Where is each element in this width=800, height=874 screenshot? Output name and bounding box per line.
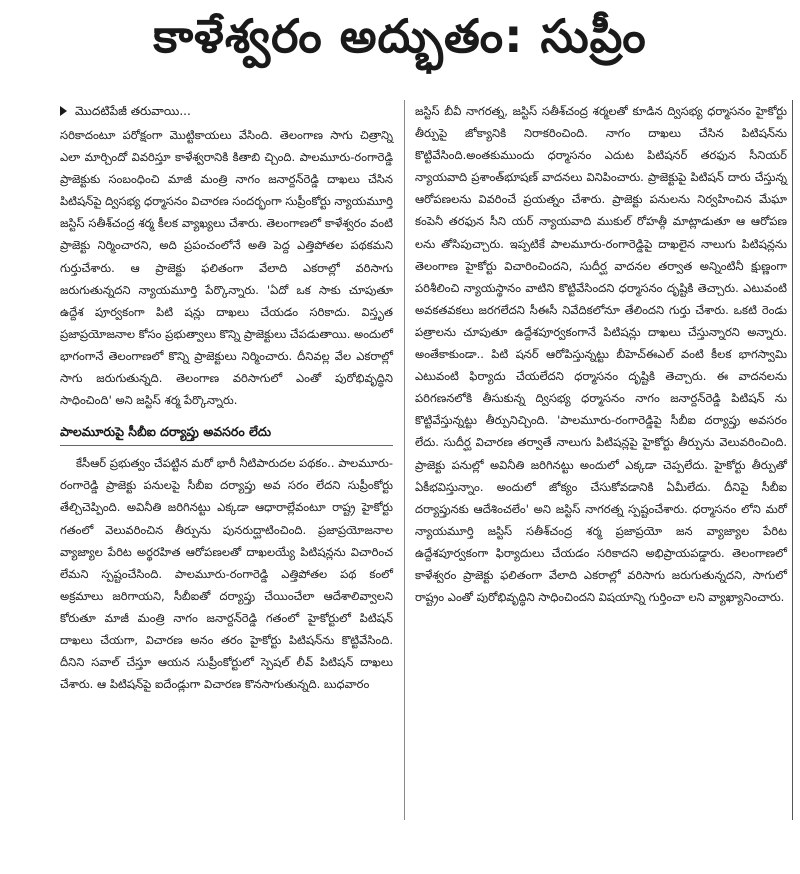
left-paragraph-1: సరికాదంటూ పరోక్షంగా మొట్టికాయలు వేసింది. తెలంగాణ సాగు చిత్రాన్ని ఎలా మార్చిందో వివరిస్తూ కాళేశ్వరానికి కితాబి చ్చింది. పాలమూరు-రంగారెడ్డి ప్రాజెక్టుకు సంబంధించి మాజీ మంత్రి నాగం జనార్దన్‌రెడ్డి దాఖలు చేసిన పిటిషన్‌పై ద్విసభ్య ధర్మాసనం విచారణ సందర్భంగా సుప్రీంకోర్టు న్యాయమూర్తి జస్టిస్ సతీశ్‌చంద్ర శర్మ కీలక వ్యాఖ్యలు చేశారు. తెలంగాణలో కాళేశ్వరం వంటి ప్రాజెక్టు నిర్మించారని, అది ప్రపంచంలోనే అతి పెద్ద ఎత్తిపోతల పథకమని గుర్తుచేశారు. ఆ ప్రాజెక్టు ఫలితంగా వేలాది ఎకరాల్లో వరిసాగు జరుగుతున్నదని న్యాయమూర్తి పేర్కొన్నారు. 'ఏదో ఒక సాకు చూపుతూ ఉద్దేశ పూర్వకంగా పిటి షన్లు దాఖలు చేయడం సరికాదు. విస్తృత ప్రజాప్రయోజనాల కోసం ప్రభుత్వాలు కొన్ని ప్రాజెక్టులు చేపడుతాయి. అందులో భాగంగానే తెలంగాణలో కొన్ని ప్రాజెక్టులు నిర్మించారు. దీనివల్ల వేల ఎకరాల్లో సాగు జరుగుతున్నది. తెలంగాణ వరిసాగులో ఎంతో పురోభివృద్ధిని సాధించింది' అని జస్టిస్ శర్మ పేర్కొన్నారు.: [60, 128, 393, 408]
kicker: [60, 100, 393, 122]
left-paragraph-2: కేసీఆర్ ప్రభుత్వం చేపట్టిన మరో భారీ నీటిపారుదల పథకం.. పాలమూరు-రంగారెడ్డి ప్రాజెక్టు పనులపై సీబీఐ దర్యాప్తు అవ సరం లేదని సుప్రీంకోర్టు తేల్చిచెప్పింది. అవినీతి జరిగినట్టు ఎక్కడా ఆధారాల్లేవంటూ రాష్ట్ర హైకోర్టు గతంలో వెలువరించిన తీర్పును పునరుద్ఘాటించింది. ప్రజాప్రయోజనాల వ్యాజ్యాల పేరిట అర్థరహిత ఆరోపణలతో దాఖలయ్యే పిటిషన్లను విచారించ లేమని స్పష్టంచేసింది. పాలమూరు-రంగారెడ్డి ఎత్తిపోతల పథ కంలో అక్రమాలు జరిగాయని, సీబీఐతో దర్యాప్తు చేయించేలా ఆదేశాలివ్వాలని కోరుతూ మాజీ మంత్రి నాగం జనార్దన్‌రెడ్డి గతంలో హైకోర్టులో పిటిషన్ దాఖలు చేయగా, విచారణ అనం తరం హైకోర్టు పిటిషన్‌ను కొట్టివేసింది. దీనిని సవాల్ చేస్తూ ఆయన సుప్రీంకోర్టులో స్పెషల్ లీవ్ పిటిషన్ దాఖలు చేశారు. ఆ పిటిషన్‌పై ఐదేండ్లుగా విచారణ కొనసాగుతున్నది. బుధవారం: [60, 456, 393, 692]
right-column: [415, 100, 787, 608]
left-column: [60, 100, 393, 695]
column-divider: [404, 100, 405, 820]
right-border-rule: [792, 100, 793, 820]
right-paragraph-1: జస్టిస్ బీవీ నాగరత్న, జస్టిస్ సతీశ్‌చంద్ర శర్మలతో కూడిన ద్విసభ్య ధర్మాసనం హైకోర్టు తీర్పుపై జోక్యానికి నిరాకరించింది. నాగం దాఖలు చేసిన పిటిషన్‌ను కొట్టివేసింది.అంతకుముందు ధర్మాసనం ఎదుట పిటిషనర్ తరఫున సీనియర్ న్యాయవాది ప్రశాంత్‌భూషణ్ వాదనలు వినిపించారు. ప్రాజెక్టుపై పిటిషన్ దారు చేస్తున్న ఆరోపణలను వివరించే ప్రయత్నం చేశారు. ప్రాజెక్టు పనులను నిర్వహించిన మేఘా కంపెనీ తరఫున సీని యర్ న్యాయవాది ముకుల్ రోహత్గీ మాట్లాడుతూ ఆ ఆరోపణ లను తోసిపుచ్చారు. ఇప్పటికే పాలమూరు-రంగారెడ్డిపై దాఖలైన నాలుగు పిటిషన్లను తెలంగాణ హైకోర్టు విచారించిందని, సుదీర్ఘ వాదనల తర్వాత అన్నింటినీ క్షుణ్ణంగా పరిశీలించి న్యాయస్థానం వాటిని కొట్టివేసిందని ధర్మాసనం దృష్టికి తెచ్చారు. ఎటువంటి అవకతవకలు జరగలేదని సీఈసీ నివేదికలోనూ తేలిందని గుర్తు చేశారు. ఒకటి రెండు పత్రాలను చూపుతూ ఉద్దేశపూర్వకంగానే పిటిషన్లు దాఖలు చేస్తున్నారని అన్నారు. అంతేకాకుండా.. పిటి షనర్ ఆరోపిస్తున్నట్టు బీహెచ్‌ఈఎల్ వంటి కీలక భాగస్వామి ఎటువంటి ఫిర్యాదు చేయలేదని ధర్మాసనం దృష్టికి తెచ్చారు. ఈ వాదనలను పరిగణనలోకి తీసుకున్న ద్విసభ్య ధర్మాసనం నాగం జనార్దన్‌రెడ్డి పిటిషన్ ‌ను కొట్టివేస్తున్నట్టు తీర్పునిచ్చింది. 'పాలమూరు-రంగారెడ్డిపై సీబీఐ దర్యాప్తు అవసరం లేదు. సుదీర్ఘ విచారణ తర్వాతే నాలుగు పిటిషన్లపై హైకోర్టు తీర్పును వెలువరించింది. ప్రాజెక్టు పనుల్లో అవినీతి జరిగినట్టు అందులో ఎక్కడా చెప్పలేదు. హైకోర్టు తీర్పుతో ఏకీభవిస్తున్నాం. అందులో జోక్యం చేసుకోవడానికి ఏమీలేదు. దీనిపై సీబీఐ దర్యాప్తునకు ఆదేశించలేం' అని జస్టిస్ నాగరత్న స్పష్టంచేశారు. ధర్మాసనం లోని మరో న్యాయమూర్తి జస్టిస్ సతీశ్‌చంద్ర శర్మ ప్రజాప్రయో జన వ్యాజ్యాల పేరిట ఉద్దేశపూర్వకంగా ఫిర్యాదులు చేయడం సరికాదని అభిప్రాయపడ్డారు. తెలంగాణలో కాళేశ్వరం ప్రాజెక్టు ఫలితంగా వేలాది ఎకరాల్లో వరిసాగు జరుగుతున్నదని, సాగులో రాష్ట్రం ఎంతో పురోభివృద్ధిని సాధించిందని విషయాన్ని గుర్తించా లని వ్యాఖ్యానించారు.: [415, 104, 787, 605]
arrow-icon: [60, 106, 67, 116]
kicker-text: మొదటిపేజీ తరువాయి...: [75, 104, 191, 118]
headline: కాళేశ్వరం అద్భుతం: సుప్రీం: [153, 9, 647, 63]
subheading: పాలమూరుపై సీబీఐ దర్యాప్తు అవసరం లేదు: [60, 421, 393, 446]
